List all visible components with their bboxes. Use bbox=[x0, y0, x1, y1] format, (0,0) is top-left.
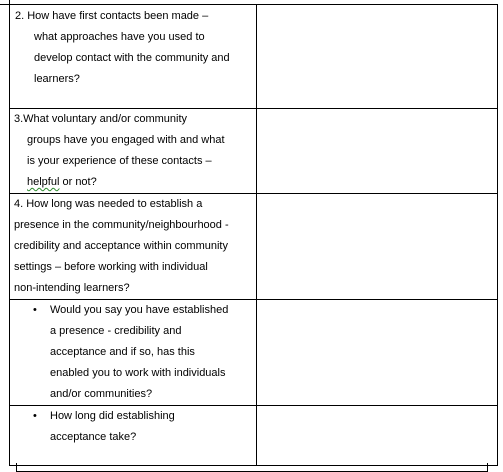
question-text bbox=[10, 300, 256, 405]
question-cell bbox=[10, 300, 257, 406]
bullet-icon: • bbox=[33, 304, 37, 316]
question-line: what approaches have you used to bbox=[34, 31, 205, 43]
question-line: is your experience of these contacts – bbox=[27, 155, 212, 167]
answer-cell[interactable] bbox=[257, 300, 498, 406]
question-line: learners? bbox=[34, 73, 80, 85]
question-line: non-intending learners? bbox=[14, 282, 130, 294]
question-line: acceptance and if so, has this bbox=[50, 346, 195, 358]
question-line: settings – before working with individual bbox=[14, 261, 208, 273]
question-line: Would you say you have established bbox=[50, 304, 229, 316]
question-cell bbox=[10, 406, 257, 466]
question-line: presence in the community/neighbourhood - bbox=[14, 219, 229, 231]
question-text bbox=[10, 109, 256, 193]
question-line: and/or communities? bbox=[50, 388, 153, 400]
question-text bbox=[10, 194, 256, 299]
question-cell bbox=[10, 5, 257, 109]
question-line: a presence - credibility and bbox=[50, 325, 182, 337]
corner-crop-mark bbox=[0, 4, 9, 5]
answer-cell[interactable] bbox=[257, 194, 498, 300]
question-cell bbox=[10, 194, 257, 300]
question-line: How long did establishing bbox=[50, 410, 175, 422]
table-row bbox=[10, 194, 498, 300]
question-line: 2. How have first contacts been made – bbox=[15, 10, 209, 22]
question-line: acceptance take? bbox=[50, 431, 137, 443]
question-line: credibility and acceptance within community bbox=[14, 240, 228, 252]
table-row bbox=[10, 300, 498, 406]
question-text bbox=[10, 5, 256, 90]
question-text bbox=[10, 406, 256, 448]
bullet-icon: • bbox=[33, 410, 37, 422]
question-cell bbox=[10, 109, 257, 194]
spellcheck-flagged-word: helpful bbox=[27, 176, 60, 188]
question-line: develop contact with the community and bbox=[34, 52, 230, 64]
question-line: 4. How long was needed to establish a bbox=[14, 198, 203, 210]
question-line bbox=[14, 172, 252, 193]
questionnaire-table bbox=[9, 4, 498, 466]
table-row bbox=[10, 109, 498, 194]
question-line: groups have you engaged with and what bbox=[27, 134, 225, 146]
question-line-tail: or not? bbox=[59, 176, 97, 188]
answer-cell[interactable] bbox=[257, 109, 498, 194]
table-row bbox=[10, 406, 498, 466]
question-line: 3.What voluntary and/or community bbox=[14, 113, 188, 125]
answer-cell[interactable] bbox=[257, 406, 498, 466]
table-row bbox=[10, 5, 498, 109]
question-line: enabled you to work with individuals bbox=[50, 367, 226, 379]
answer-cell[interactable] bbox=[257, 5, 498, 109]
